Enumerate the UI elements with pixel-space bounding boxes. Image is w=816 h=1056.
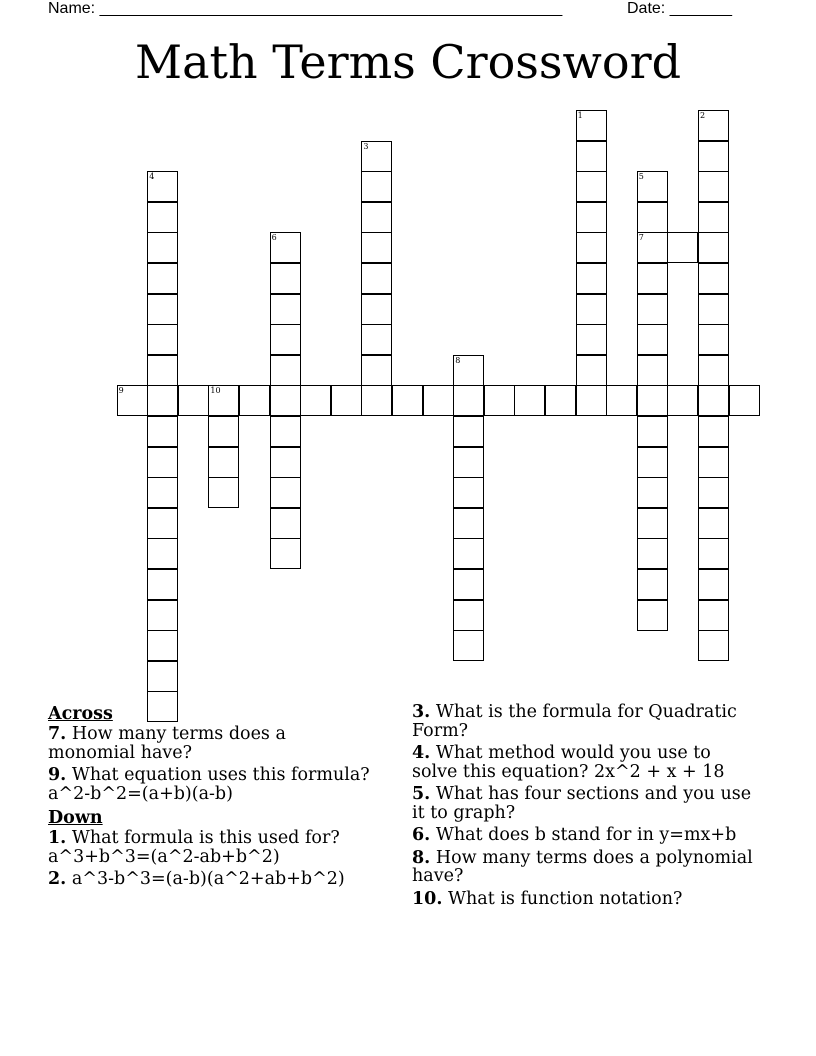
crossword-cell[interactable] — [270, 538, 301, 569]
clue-number: 6. — [412, 825, 431, 845]
crossword-cell[interactable] — [698, 385, 729, 416]
crossword-cell[interactable] — [576, 232, 607, 263]
across-heading: Across — [48, 704, 113, 724]
crossword-cell[interactable] — [667, 385, 698, 416]
clues-left-column — [48, 703, 378, 893]
crossword-cell[interactable] — [698, 263, 729, 294]
name-field[interactable]: Name: ____________________________________________________ — [48, 0, 563, 17]
crossword-cell[interactable] — [270, 385, 301, 416]
crossword-cell[interactable] — [576, 171, 607, 202]
clue-text: What formula is this used for? a^3+b^3=(a^2-ab+b^2) — [48, 828, 340, 867]
crossword-cell[interactable] — [698, 355, 729, 386]
crossword-cell[interactable] — [361, 385, 392, 416]
cell-number: 8 — [455, 355, 461, 365]
crossword-cell[interactable] — [270, 447, 301, 478]
crossword-cell[interactable] — [147, 294, 178, 325]
clue-text: What does b stand for in y=mx+b — [435, 825, 737, 845]
cell-number: 7 — [638, 233, 644, 243]
crossword-cell[interactable] — [453, 508, 484, 539]
crossword-cell[interactable] — [698, 569, 729, 600]
crossword-cell[interactable] — [270, 294, 301, 325]
clue-across-7 — [48, 725, 378, 762]
crossword-cell[interactable] — [698, 202, 729, 233]
crossword-cell[interactable] — [147, 569, 178, 600]
clue-down-3 — [412, 703, 757, 740]
crossword-cell[interactable] — [637, 569, 668, 600]
clue-number: 1. — [48, 828, 67, 848]
crossword-cell[interactable] — [147, 538, 178, 569]
crossword-cell[interactable] — [637, 355, 668, 386]
page-title: Math Terms Crossword — [134, 35, 682, 89]
clue-down-8 — [412, 849, 757, 886]
crossword-cell[interactable] — [637, 171, 668, 202]
crossword-cell[interactable] — [698, 630, 729, 661]
cell-number: 5 — [638, 172, 644, 182]
cell-number: 9 — [118, 386, 124, 396]
crossword-cell[interactable] — [637, 232, 668, 263]
crossword-cell[interactable] — [637, 508, 668, 539]
crossword-cell[interactable] — [147, 355, 178, 386]
crossword-cell[interactable] — [423, 385, 454, 416]
crossword-cell[interactable] — [331, 385, 362, 416]
crossword-cell[interactable] — [576, 141, 607, 172]
clue-number: 3. — [412, 702, 431, 722]
crossword-cell[interactable] — [637, 263, 668, 294]
crossword-cell[interactable] — [637, 600, 668, 631]
crossword-cell[interactable] — [178, 385, 209, 416]
crossword-cell[interactable] — [698, 508, 729, 539]
clue-down-5 — [412, 785, 757, 822]
crossword-cell[interactable] — [239, 385, 270, 416]
crossword-cell[interactable] — [361, 141, 392, 172]
clue-down-10 — [412, 890, 757, 909]
crossword-cell[interactable] — [576, 324, 607, 355]
crossword-cell[interactable] — [698, 416, 729, 447]
crossword-cell[interactable] — [698, 477, 729, 508]
crossword-cell[interactable] — [698, 232, 729, 263]
crossword-cell[interactable] — [147, 171, 178, 202]
crossword-cell[interactable] — [698, 538, 729, 569]
clue-text: What is function notation? — [448, 888, 683, 909]
clue-number: 4. — [412, 743, 431, 763]
cell-number: 3 — [363, 141, 369, 151]
crossword-cell[interactable] — [270, 324, 301, 355]
crossword-cell[interactable] — [300, 385, 331, 416]
crossword-cell[interactable] — [147, 508, 178, 539]
crossword-cell[interactable] — [729, 385, 760, 416]
cell-number: 10 — [210, 386, 221, 396]
crossword-cell[interactable] — [147, 324, 178, 355]
crossword-cell[interactable] — [361, 202, 392, 233]
crossword-cell[interactable] — [147, 263, 178, 294]
crossword-cell[interactable] — [637, 416, 668, 447]
crossword-cell[interactable] — [453, 477, 484, 508]
clue-number: 5. — [412, 784, 431, 804]
clue-text: What equation uses this formula? a^2-b^2=(a+b)(a-b) — [48, 765, 370, 804]
crossword-cell[interactable] — [453, 569, 484, 600]
crossword-cell[interactable] — [576, 202, 607, 233]
clues-right-column — [412, 703, 757, 912]
crossword-cell[interactable] — [637, 477, 668, 508]
crossword-cell[interactable] — [576, 294, 607, 325]
crossword-cell[interactable] — [576, 355, 607, 386]
crossword-cell[interactable] — [637, 538, 668, 569]
crossword-cell[interactable] — [270, 416, 301, 447]
crossword-cell[interactable] — [208, 447, 239, 478]
cell-number: 4 — [149, 172, 155, 182]
crossword-cell[interactable] — [361, 294, 392, 325]
crossword-cell[interactable] — [698, 171, 729, 202]
crossword-cell[interactable] — [698, 110, 729, 141]
crossword-cell[interactable] — [361, 324, 392, 355]
crossword-cell[interactable] — [545, 385, 576, 416]
crossword-cell[interactable] — [453, 538, 484, 569]
crossword-cell[interactable] — [270, 232, 301, 263]
crossword-cell[interactable] — [270, 355, 301, 386]
crossword-cell[interactable] — [667, 232, 698, 263]
crossword-cell[interactable] — [147, 385, 178, 416]
crossword-cell[interactable] — [147, 630, 178, 661]
crossword-cell[interactable] — [637, 385, 668, 416]
crossword-cell[interactable] — [392, 385, 423, 416]
crossword-cell[interactable] — [637, 294, 668, 325]
crossword-cell[interactable] — [453, 416, 484, 447]
cell-number: 2 — [700, 111, 706, 120]
clue-number: 10. — [412, 888, 443, 909]
crossword-cell[interactable] — [698, 447, 729, 478]
crossword-cell[interactable] — [576, 385, 607, 416]
crossword-cell[interactable] — [698, 294, 729, 325]
crossword-cell[interactable] — [117, 385, 148, 416]
crossword-cell[interactable] — [361, 355, 392, 386]
clue-number: 2. — [48, 869, 67, 889]
crossword-cell[interactable] — [698, 324, 729, 355]
date-field[interactable]: Date: _______ — [627, 0, 732, 17]
crossword-cell[interactable] — [514, 385, 545, 416]
crossword-cell[interactable] — [208, 385, 239, 416]
crossword-cell[interactable] — [361, 232, 392, 263]
down-heading: Down — [48, 808, 103, 828]
crossword-cell[interactable] — [698, 600, 729, 631]
crossword-cell[interactable] — [637, 447, 668, 478]
crossword-cell[interactable] — [147, 600, 178, 631]
clue-text: How many terms does a monomial have? — [48, 724, 286, 763]
clue-text: What method would you use to solve this equation? 2x^2 + x + 18 — [412, 743, 725, 782]
crossword-cell[interactable] — [637, 202, 668, 233]
clue-down-4 — [412, 744, 757, 781]
crossword-cell[interactable] — [147, 416, 178, 447]
clue-down-1 — [48, 829, 378, 866]
crossword-cell[interactable] — [208, 416, 239, 447]
crossword-cell[interactable] — [270, 508, 301, 539]
crossword-cell[interactable] — [147, 232, 178, 263]
crossword-cell[interactable] — [606, 385, 637, 416]
crossword-cell[interactable] — [361, 263, 392, 294]
clue-number: 9. — [48, 765, 67, 785]
crossword-cell[interactable] — [453, 385, 484, 416]
crossword-cell[interactable] — [484, 385, 515, 416]
crossword-cell[interactable] — [453, 600, 484, 631]
crossword-cell[interactable] — [361, 171, 392, 202]
crossword-cell[interactable] — [698, 141, 729, 172]
crossword-cell[interactable] — [453, 355, 484, 386]
crossword-cell[interactable] — [270, 263, 301, 294]
cell-number: 1 — [577, 111, 583, 120]
clue-down-6 — [412, 826, 757, 845]
crossword-cell[interactable] — [453, 630, 484, 661]
crossword-cell[interactable] — [270, 477, 301, 508]
clue-number: 8. — [412, 847, 431, 868]
cell-number: 6 — [271, 233, 277, 243]
clue-text: a^3-b^3=(a-b)(a^2+ab+b^2) — [71, 869, 345, 889]
crossword-cell[interactable] — [147, 202, 178, 233]
clue-text: What is the formula for Quadratic Form? — [412, 702, 737, 741]
crossword-cell[interactable] — [637, 324, 668, 355]
crossword-cell[interactable] — [208, 477, 239, 508]
clue-text: How many terms does a polynomial have? — [412, 847, 753, 886]
crossword-cell[interactable] — [576, 263, 607, 294]
crossword-cell[interactable] — [147, 477, 178, 508]
clue-text: What has four sections and you use it to graph? — [412, 784, 752, 823]
clue-down-2 — [48, 870, 378, 889]
crossword-cell[interactable] — [147, 661, 178, 692]
clue-number: 7. — [48, 724, 67, 744]
crossword-cell[interactable] — [576, 110, 607, 141]
crossword-cell[interactable] — [453, 447, 484, 478]
clue-across-9 — [48, 766, 378, 803]
crossword-cell[interactable] — [147, 447, 178, 478]
